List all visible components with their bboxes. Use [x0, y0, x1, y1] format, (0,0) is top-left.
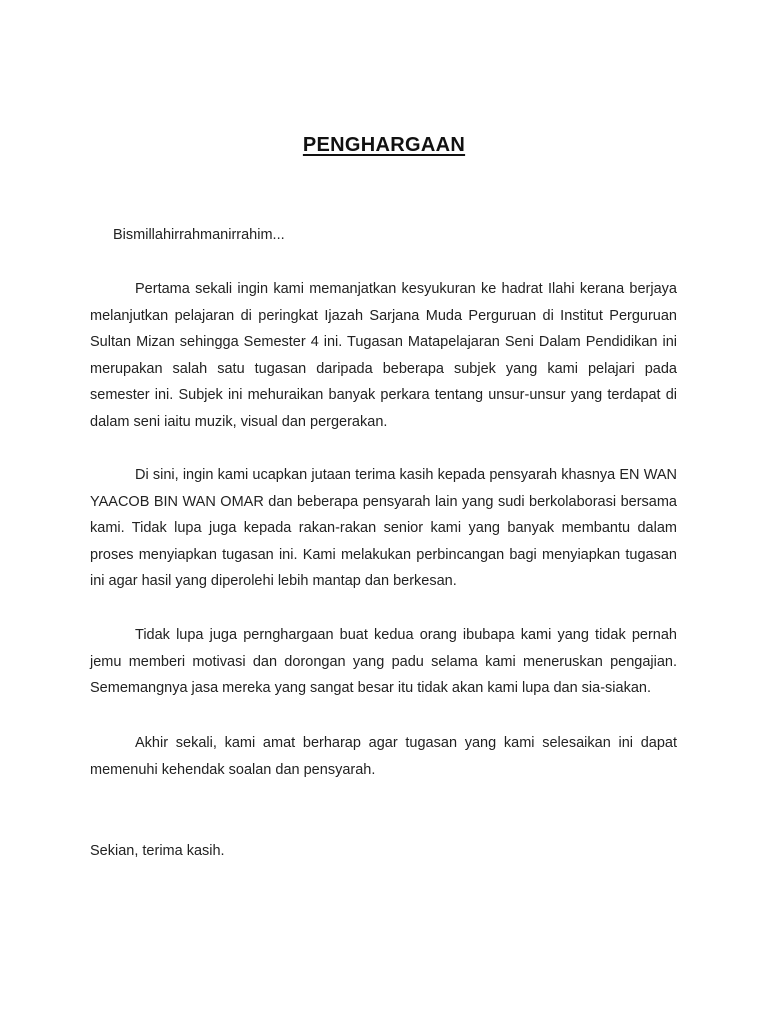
page-title: PENGHARGAAN [302, 134, 466, 156]
paragraph-lecturer-thanks: Di sini, ingin kami ucapkan jutaan terima kasih kepada pensyarah khasnya EN WAN YAACOB BIN WAN OMAR dan beberapa pensyarah lain yang sudi berkolaborasi bersama kami. Tidak lupa juga kepada rakan-rakan senior kami yang banyak membantu dalam proses menyiapkan tugasan ini. Kami melakukan perbincangan bagi menyiapkan tugasan ini agar hasil yang diperolehi lebih mantap dan berkesan. [90, 467, 677, 590]
paragraph-gratitude: Pertama sekali ingin kami memanjatkan kesyukuran ke hadrat Ilahi kerana berjaya melanjutkan pelajaran di peringkat Ijazah Sarjana Muda Perguruan di Institut Perguruan Sultan Mizan sehingga Semester 4 ini. Tugasan Matapelajaran Seni Dalam Pendidikan ini merupakan salah satu tugasan daripada beberapa subjek yang kami pelajari pada semester ini. Subjek ini mehuraikan banyak perkara tentang unsur-unsur yang terdapat di dalam seni iaitu muzik, visual dan pergerakan. [90, 281, 677, 430]
opening-line: Bismillahirrahmanirrahim... [113, 227, 285, 243]
paragraph-parents-thanks: Tidak lupa juga pernghargaan buat kedua orang ibubapa kami yang tidak pernah jemu memberi motivasi dan dorongan yang padu selama kami meneruskan pengajian. Sememangnya jasa mereka yang sangat besar itu tidak akan kami lupa dan sia-siakan. [90, 627, 677, 697]
closing-line: Sekian, terima kasih. [90, 843, 225, 859]
paragraph-final-hope: Akhir sekali, kami amat berharap agar tugasan yang kami selesaikan ini dapat memenuhi kehendak soalan dan pensyarah. [90, 735, 677, 778]
